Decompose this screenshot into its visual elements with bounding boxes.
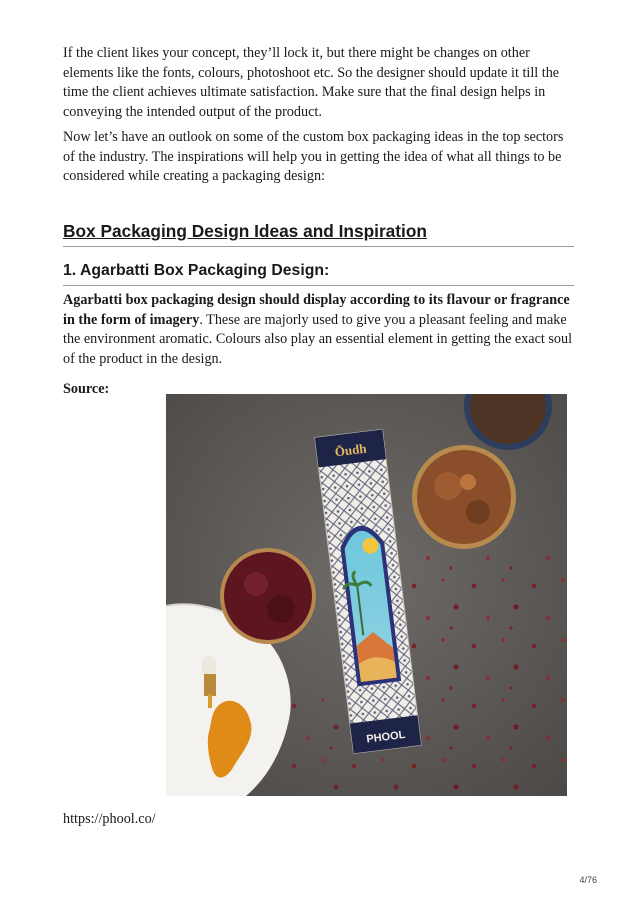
section-heading: Box Packaging Design Ideas and Inspiration: [63, 221, 574, 247]
paragraph-client-approval: If the client likes your concept, they’ll lock it, but there might be changes on other elements like the fonts, colours, photoshoot etc. So the designer should update it till the time the client achieves ultimate satisfaction. Make sure that the final design helps in conveying the intended output of the product.: [63, 45, 560, 120]
paragraph-agarbatti: [63, 291, 578, 369]
product-photo: [166, 394, 567, 796]
box-brand-top: Ōudh: [333, 440, 368, 460]
agarbatti-bold-lead: Agarbatti box packaging design should display according to its flavour or fragrance in the form of imagery: [63, 292, 570, 328]
paragraph-outlook: Now let’s have an outlook on some of the custom box packaging ideas in the top sectors of the industry. The inspirations will help you in getting the idea of what all things to be considered while creating a packaging design:: [63, 129, 564, 184]
source-url[interactable]: https://phool.co/: [63, 811, 156, 827]
page-number: 4/76: [579, 875, 597, 885]
agarbatti-body: . These are majorly used to give you a pleasant feeling and make the environment aromatic. Colours also play an essential element in getting the exact soul of the product in the design.: [63, 311, 573, 367]
agarbatti-box-illustration: [166, 394, 567, 796]
subsection-heading: 1. Agarbatti Box Packaging Design:: [63, 262, 574, 286]
source-label: Source:: [63, 381, 110, 397]
box-brand-bottom: PHOOL: [365, 728, 407, 746]
